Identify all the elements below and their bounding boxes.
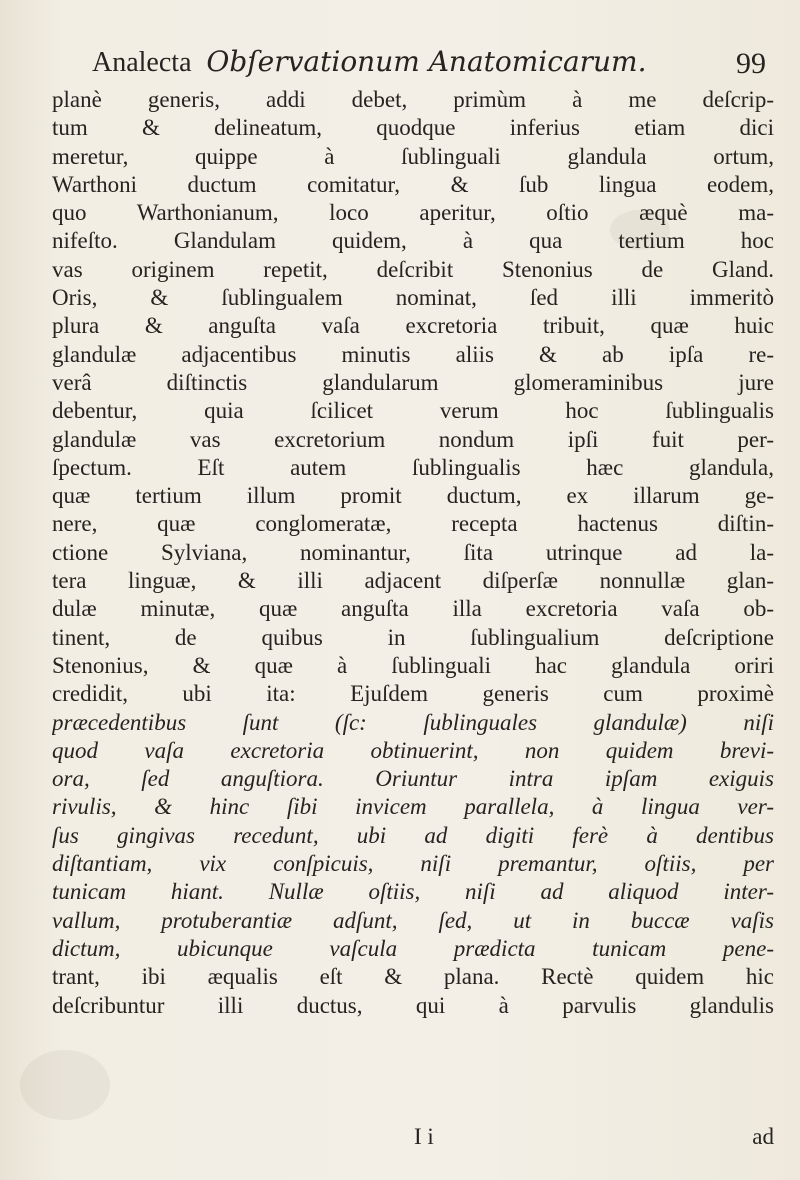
catchword: ad xyxy=(752,1124,774,1149)
text-line-italic: quod vaſa excretoria obtinuerint, non quidem brevi- xyxy=(52,737,774,763)
text-line: glandulæ vas excretorium nondum ipſi fuit per- xyxy=(52,426,774,452)
text-line: debentur, quia ſcilicet verum hoc ſublingualis xyxy=(52,398,774,424)
text-line: dulæ minutæ, quæ anguſta illa excretoria vaſa ob- xyxy=(52,596,774,622)
running-header xyxy=(92,40,692,84)
text-line: verâ diſtinctis glandularum glomeraminibus jure xyxy=(52,369,774,395)
text-line: ſpectum. Eſt autem ſublingualis hæc glandula, xyxy=(52,454,774,480)
text-line: planè generis, addi debet, primùm à me deſcrip- xyxy=(52,87,774,112)
text-line: tinent, de quibus in ſublingualium deſcriptione xyxy=(52,624,774,650)
signature-mark: I i xyxy=(414,1124,434,1149)
header-title: Analecta xyxy=(92,47,192,78)
text-line-italic: dictum, ubicunque vaſcula prædicta tunicam pene- xyxy=(52,935,774,961)
text-line-italic: tunicam hiant. Nullæ oſtiis, niſi ad aliquod inter- xyxy=(52,879,774,905)
text-line: Stenonius, & quæ à ſublinguali hac glandula oriri xyxy=(52,652,774,678)
header-subtitle: Obſervationum Anatomicarum. xyxy=(206,45,647,78)
text-line: nifeſto. Glandulam quidem, à qua tertium hoc xyxy=(52,228,774,254)
paper-stain xyxy=(20,1050,110,1120)
text-line-italic: diſtantiam, vix conſpicuis, niſi premantur, oſtiis, per xyxy=(52,851,774,877)
text-line: credidit, ubi ita: Ejuſdem generis cum proximè xyxy=(52,681,774,707)
page-number: 99 xyxy=(736,47,766,80)
text-line: meretur, quippe à ſublinguali glandula ortum, xyxy=(52,143,774,169)
text-line-italic: vallum, protuberantiæ adſunt, ſed, ut in buccæ vaſis xyxy=(52,907,774,933)
text-line: nere, quæ conglomeratæ, recepta hactenus diſtin- xyxy=(52,511,774,537)
body-text xyxy=(52,86,774,1020)
text-line-italic: ſus gingivas recedunt, ubi ad digiti ferè à dentibus xyxy=(52,822,774,848)
text-line: deſcribuntur illi ductus, qui à parvulis glandulis xyxy=(52,992,774,1018)
text-line: trant, ibi æqualis eſt & plana. Rectè quidem hic xyxy=(52,964,774,990)
text-line: quo Warthonianum, loco aperitur, oſtio æquè ma- xyxy=(52,200,774,226)
text-line-italic: præcedentibus ſunt (ſc: ſublinguales glandulæ) niſi xyxy=(52,709,774,735)
text-line: tera linguæ, & illi adjacent diſperſæ nonnullæ glan- xyxy=(52,568,774,594)
text-line: glandulæ adjacentibus minutis aliis & ab ipſa re- xyxy=(52,341,774,367)
page-footer xyxy=(52,1122,774,1152)
text-line-italic: ora, ſed anguſtiora. Oriuntur intra ipſam exiguis xyxy=(52,766,774,792)
text-line: tum & delineatum, quodque inferius etiam dici xyxy=(52,115,774,141)
text-line: Oris, & ſublingualem nominat, ſed illi immeritò xyxy=(52,285,774,311)
text-line: vas originem repetit, deſcribit Stenonius de Gland. xyxy=(52,256,774,282)
text-line: plura & anguſta vaſa excretoria tribuit, quæ huic xyxy=(52,313,774,339)
text-line: quæ tertium illum promit ductum, ex illarum ge- xyxy=(52,483,774,509)
text-line: ctione Sylviana, nominantur, ſita utrinque ad la- xyxy=(52,539,774,565)
text-line-italic: rivulis, & hinc ſibi invicem parallela, à lingua ver- xyxy=(52,794,774,820)
text-line: Warthoni ductum comitatur, & ſub lingua eodem, xyxy=(52,171,774,197)
